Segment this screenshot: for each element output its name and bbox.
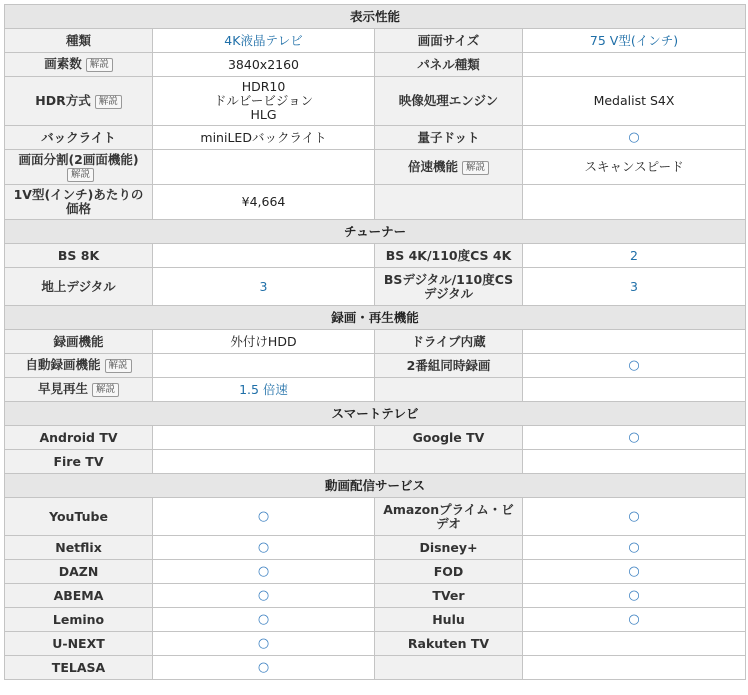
bs4k-label: BS 4K/110度CS 4K [375,244,523,268]
screen-size-value [523,29,746,53]
empty-value [523,378,746,402]
speed-label: 倍速機能 [407,158,458,174]
telasa-label: TELASA [5,656,153,680]
terrestrial-value [153,268,375,306]
dual-rec-value: ○ [523,354,746,378]
kaisetsu-button[interactable]: 解説 [86,58,113,72]
unext-label: U-NEXT [5,632,153,656]
quantum-dot-value: ○ [523,126,746,150]
speed-label-cell [375,150,523,185]
kaisetsu-button[interactable]: 解説 [105,359,132,373]
rec-label: 録画機能 [5,330,153,354]
google-tv-label: Google TV [375,426,523,450]
bs-digital-value [523,268,746,306]
drive-value [523,330,746,354]
fod-label: FOD [375,560,523,584]
hdr-value-3: HLG [250,107,277,122]
auto-rec-label-cell [5,354,153,378]
youtube-value: ○ [153,498,375,536]
terrestrial-link[interactable]: 3 [259,278,268,294]
google-tv-value: ○ [523,426,746,450]
type-label: 種類 [5,29,153,53]
abema-value: ○ [153,584,375,608]
rec-value: 外付けHDD [153,330,375,354]
type-link[interactable]: 4K液晶テレビ [224,32,303,48]
auto-rec-label: 自動録画機能 [25,357,101,372]
speed-value: スキャンスピード [523,150,746,185]
section-header-display: 表示性能 [5,5,746,29]
engine-value: Medalist S4X [523,77,746,126]
youtube-label: YouTube [5,498,153,536]
bs8k-label: BS 8K [5,244,153,268]
rakuten-label: Rakuten TV [375,632,523,656]
section-header-streaming: 動画配信サービス [5,474,746,498]
empty-value [523,185,746,220]
bs4k-link[interactable]: 2 [630,247,638,263]
lemino-label: Lemino [5,608,153,632]
fire-tv-value [153,450,375,474]
fast-play-link[interactable]: 1.5 倍速 [239,381,288,397]
pixels-value: 3840x2160 [153,53,375,77]
panel-label: パネル種類 [375,53,523,77]
spec-table [4,4,746,680]
dazn-label: DAZN [5,560,153,584]
hdr-label: HDR方式 [35,92,91,108]
empty-label [375,185,523,220]
split-label-cell [5,150,153,185]
price-per-inch-label: 1V型(インチ)あたりの価格 [5,185,153,220]
fast-play-label: 早見再生 [37,381,88,396]
dazn-value: ○ [153,560,375,584]
pixels-label: 画素数 [44,56,82,71]
fod-value: ○ [523,560,746,584]
android-tv-label: Android TV [5,426,153,450]
lemino-value: ○ [153,608,375,632]
backlight-value: miniLEDバックライト [153,126,375,150]
backlight-label: バックライト [5,126,153,150]
screen-size-link[interactable]: 75 V型(インチ) [589,32,679,48]
split-label: 画面分割(2画面機能) [18,151,139,167]
screen-size-label: 画面サイズ [375,29,523,53]
kaisetsu-button[interactable]: 解説 [95,95,122,109]
abema-label: ABEMA [5,584,153,608]
hdr-value-2: ドルビービジョン [213,93,314,108]
price-per-inch-value: ¥4,664 [153,185,375,220]
netflix-label: Netflix [5,536,153,560]
netflix-value: ○ [153,536,375,560]
rakuten-value [523,632,746,656]
kaisetsu-button[interactable]: 解説 [92,383,119,397]
auto-rec-value [153,354,375,378]
hdr-value-1: HDR10 [241,79,286,94]
tver-label: TVer [375,584,523,608]
engine-label: 映像処理エンジン [375,77,523,126]
bs-digital-label: BSデジタル/110度CSデジタル [375,268,523,306]
hdr-label-cell [5,77,153,126]
bs-digital-link[interactable]: 3 [630,278,638,294]
kaisetsu-button[interactable]: 解説 [462,161,489,175]
hulu-label: Hulu [375,608,523,632]
hdr-value [153,77,375,126]
section-header-smart-tv: スマートテレビ [5,402,746,426]
empty-label [375,378,523,402]
empty-label [375,656,523,680]
amazon-label: Amazonプライム・ビデオ [375,498,523,536]
tver-value: ○ [523,584,746,608]
section-header-tuner: チューナー [5,220,746,244]
fast-play-value [153,378,375,402]
empty-value [523,450,746,474]
section-header-recording: 録画・再生機能 [5,306,746,330]
dual-rec-label: 2番組同時録画 [375,354,523,378]
panel-value [523,53,746,77]
drive-label: ドライブ内蔵 [375,330,523,354]
android-tv-value [153,426,375,450]
bs8k-value [153,244,375,268]
empty-label [375,450,523,474]
bs4k-value [523,244,746,268]
unext-value: ○ [153,632,375,656]
fast-play-label-cell [5,378,153,402]
terrestrial-label: 地上デジタル [5,268,153,306]
fire-tv-label: Fire TV [5,450,153,474]
disney-value: ○ [523,536,746,560]
split-value [153,150,375,185]
telasa-value: ○ [153,656,375,680]
pixels-label-cell [5,53,153,77]
empty-value [523,656,746,680]
kaisetsu-button[interactable]: 解説 [67,168,94,182]
hulu-value: ○ [523,608,746,632]
type-value [153,29,375,53]
quantum-dot-label: 量子ドット [375,126,523,150]
disney-label: Disney+ [375,536,523,560]
amazon-value: ○ [523,498,746,536]
